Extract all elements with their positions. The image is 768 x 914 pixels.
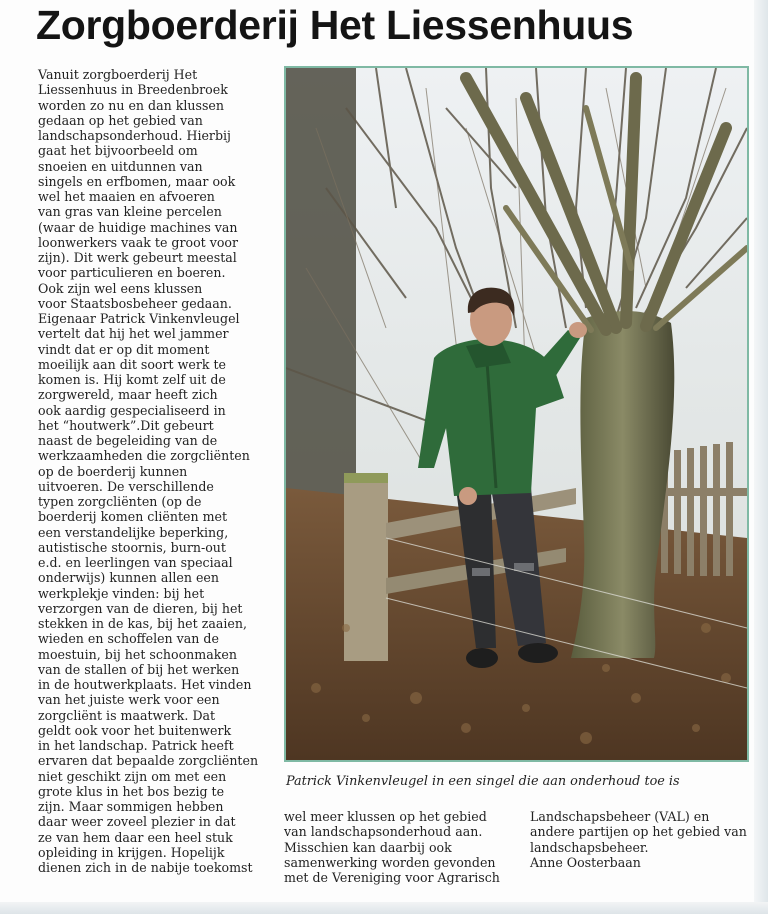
- article-headline: Zorgboerderij Het Liessenhuus: [36, 2, 634, 48]
- article-column-middle: wel meer klussen op het gebied van landschapsonderhoud aan. Misschien kan daarbij ook samenwerking worden gevonden met de Vereniging voor Agrarisch: [284, 809, 500, 885]
- article-photo: [284, 66, 749, 762]
- page-edge-bottom: [0, 902, 768, 914]
- article-column-left: Vanuit zorgboerderij Het Liessenhuus in Breedenbroek worden zo nu en dan klussen gedaan op het gebied van landschapsonderhoud. Hierbij gaat het bijvoorbeeld om snoeien en uitdunnen van singels en erfbomen, maar ook wel het maaien en afvoeren van gras van kleine percelen (waar de huidige machines van loonwerkers vaak te groot voor zijn). Dit werk gebeurt meestal voor particulieren en boeren. Ook zijn wel eens klussen voor Staatsbosbeheer gedaan. Eigenaar Patrick Vinkenvleugel vertelt dat hij het wel jammer vindt dat er op dit moment moeilijk aan dit soort werk te komen is. Hij komt zelf uit de zorgwereld, maar heeft zich ook aardig gespecialiseerd in het “houtwerk”.Dit gebeurt naast de begeleiding van de werkzaamheden die zorgcliënten op de boerderij kunnen uitvoeren. De verschillende typen zorgcliënten (op de boerderij komen cliënten met een verstandelijke beperking, autistische stoornis, burn-out e.d. en leerlingen van speciaal onderwijs) kunnen allen een werkplekje vinden: bij het verzorgen van de dieren, bij het stekken in de kas, bij het zaaien, wieden en schoffelen van de moestuin, bij het schoonmaken van de stallen of bij het werken in de houtwerkplaats. Het vinden van het juiste werk voor een zorgcliënt is maatwerk. Dat geldt ook voor het buitenwerk in het landschap. Patrick heeft ervaren dat bepaalde zorgcliënten niet geschikt zijn om met een grote klus in het bos bezig te zijn. Maar sommigen hebben daar weer zoveel plezier in dat ze van hem daar een heel stuk opleiding in krijgen. Hopelijk dienen zich in de nabije toekomst: [38, 67, 259, 875]
- photo-caption: Patrick Vinkenvleugel in een singel die aan onderhoud toe is: [286, 774, 680, 789]
- page-edge-right: [754, 0, 768, 914]
- article-column-right: Landschapsbeheer (VAL) en andere partijen op het gebied van landschapsbeheer. Anne Oosterbaan: [530, 809, 747, 870]
